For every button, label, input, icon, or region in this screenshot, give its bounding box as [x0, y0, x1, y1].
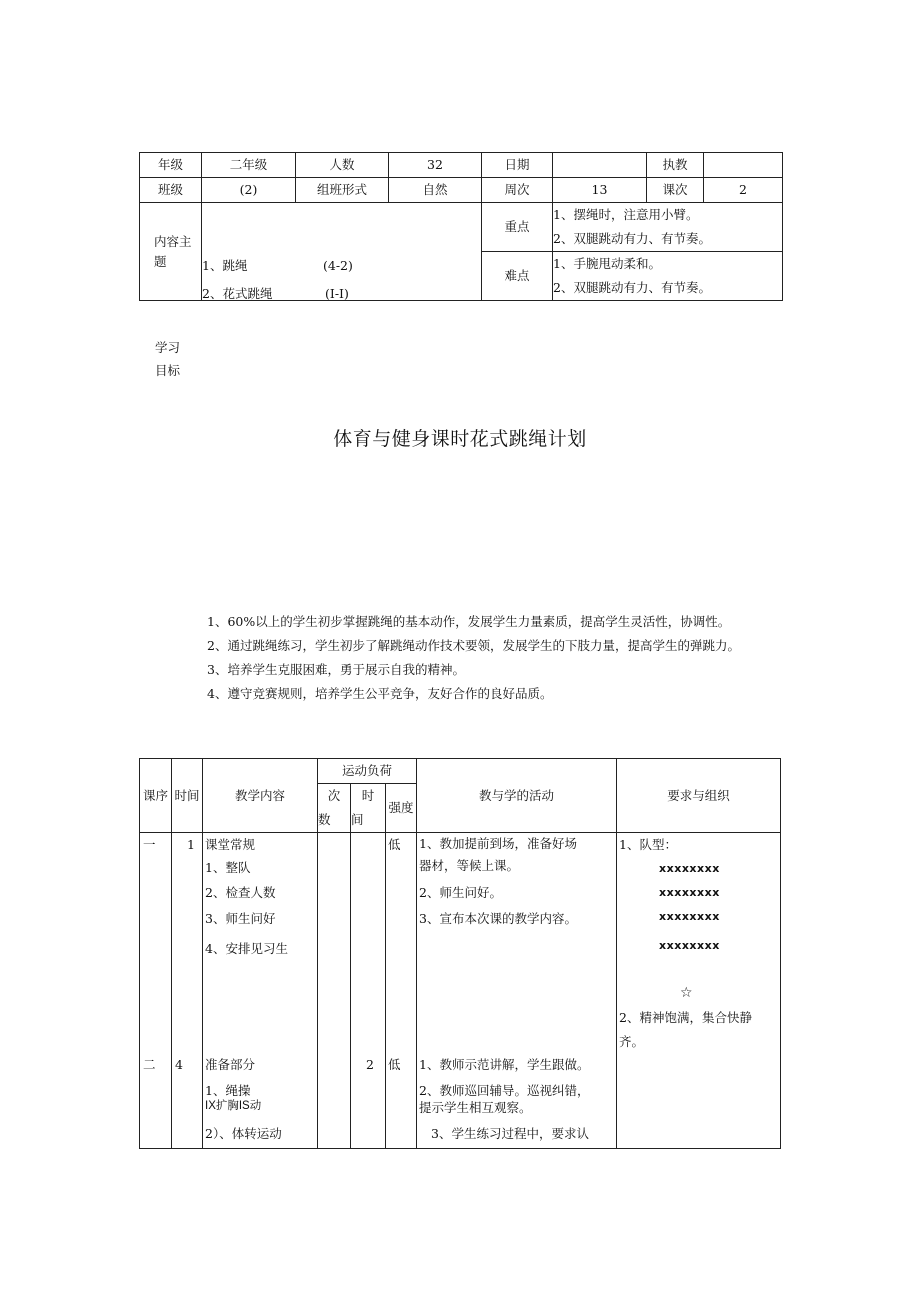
content-line: 4、安排见习生 — [205, 941, 288, 956]
row-activities — [417, 833, 617, 1149]
key-label: 重点 — [482, 203, 553, 252]
count-value: 32 — [389, 153, 482, 178]
activity-line: 器材，等候上课。 — [419, 858, 520, 873]
plan-table — [139, 758, 781, 1149]
row-requirements — [617, 833, 781, 1149]
lesson-label: 课次 — [647, 178, 704, 203]
objective-item: 2、通过跳绳练习，学生初步了解跳绳动作技术要领，发展学生的下肢力量，提高学生的弹跳力。 — [207, 638, 740, 653]
formation-row: xxxxxxxx — [659, 910, 720, 923]
grade-value: 二年级 — [202, 153, 296, 178]
header-time: 时间 — [172, 759, 203, 833]
activity-line: 提示学生相互观察。 — [419, 1100, 532, 1115]
formation-row: xxxxxxxx — [659, 939, 720, 952]
activity-line: 2、教师巡回辅导。巡视纠错， — [419, 1083, 590, 1098]
formation-row: xxxxxxxx — [659, 886, 720, 899]
key-points: 1、摆绳时，注意用小臂。 2、双腿跳动有力、有节奏。 — [553, 203, 783, 252]
header-requirements: 要求与组织 — [617, 759, 781, 833]
activity-line: 2、师生问好。 — [419, 885, 502, 900]
page-title: 体育与健身课时花式跳绳计划 — [333, 428, 587, 450]
content-line: 课堂常规 — [205, 837, 256, 852]
requirement-line: 2、精神饱满，集合快静 — [619, 1010, 752, 1025]
content-line: 1、绳操 — [205, 1083, 251, 1098]
objectives-label: 学习 目标 — [155, 340, 181, 378]
header-intensity: 强度 — [386, 784, 417, 833]
header-times: 次 数 — [318, 784, 351, 833]
content-line: 1、整队 — [205, 860, 251, 875]
week-value: 13 — [553, 178, 647, 203]
row-duration: 2 — [351, 833, 386, 1149]
class-value: (2) — [202, 178, 296, 203]
activity-line: 3、宣布本次课的教学内容。 — [419, 911, 577, 926]
activity-line: 3、学生练习过程中，要求认 — [431, 1126, 589, 1141]
row-content — [203, 833, 318, 1149]
class-label: 班级 — [140, 178, 202, 203]
star-icon: ☆ — [680, 985, 693, 1001]
row-order: 一 二 — [140, 833, 172, 1149]
difficulty-points: 1、手腕甩动柔和。 2、双腿跳动有力、有节奏。 — [553, 252, 783, 301]
week-label: 周次 — [482, 178, 553, 203]
topic-content — [202, 203, 482, 301]
row-times — [318, 833, 351, 1149]
form-value: 自然 — [389, 178, 482, 203]
count-label: 人数 — [296, 153, 389, 178]
objective-item: 3、培养学生克服困难，勇于展示自我的精神。 — [207, 662, 465, 677]
activity-line: 1、教加提前到场，准备好场 — [419, 836, 577, 851]
difficulty-label: 难点 — [482, 252, 553, 301]
row-intensity: 低 低 — [386, 833, 417, 1149]
date-value — [553, 153, 647, 178]
lesson-value: 2 — [704, 178, 783, 203]
objective-item: 4、遵守竞赛规则，培养学生公平竞争，友好合作的良好品质。 — [207, 686, 553, 701]
topic-1: 1、跳绳 — [202, 257, 248, 273]
grade-label: 年级 — [140, 153, 202, 178]
content-line: IX扩胸IS动 — [205, 1100, 262, 1112]
objectives-list — [207, 610, 767, 706]
row-time: 1 4 — [172, 833, 203, 1149]
content-line: 2、检查人数 — [205, 885, 276, 900]
topic-2: 2、花式跳绳 — [202, 285, 273, 301]
topic-2-code: (I-I) — [325, 285, 349, 301]
requirement-line: 齐。 — [619, 1034, 645, 1049]
content-line: 准备部分 — [205, 1057, 256, 1072]
info-table — [139, 152, 783, 301]
requirement-line: 1、队型： — [619, 837, 677, 852]
date-label: 日期 — [482, 153, 553, 178]
objective-item: 1、60%以上的学生初步掌握跳绳的基本动作，发展学生力量素质，提高学生灵活性，协调性。 — [207, 614, 731, 629]
header-duration: 时 间 — [351, 784, 386, 833]
content-line: 2）、体转运动 — [205, 1126, 282, 1141]
content-line: 3、师生问好 — [205, 911, 276, 926]
form-label: 组班形式 — [296, 178, 389, 203]
topic-label: 内容主 题 — [140, 203, 202, 301]
topic-1-code: (4-2) — [323, 257, 353, 273]
teacher-value — [704, 153, 783, 178]
formation-row: xxxxxxxx — [659, 862, 720, 875]
header-order: 课序 — [140, 759, 172, 833]
teacher-label: 执教 — [647, 153, 704, 178]
header-activities: 教与学的活动 — [417, 759, 617, 833]
header-content: 教学内容 — [203, 759, 318, 833]
activity-line: 1、教师示范讲解，学生跟做。 — [419, 1057, 590, 1072]
header-load: 运动负荷 — [318, 759, 417, 784]
